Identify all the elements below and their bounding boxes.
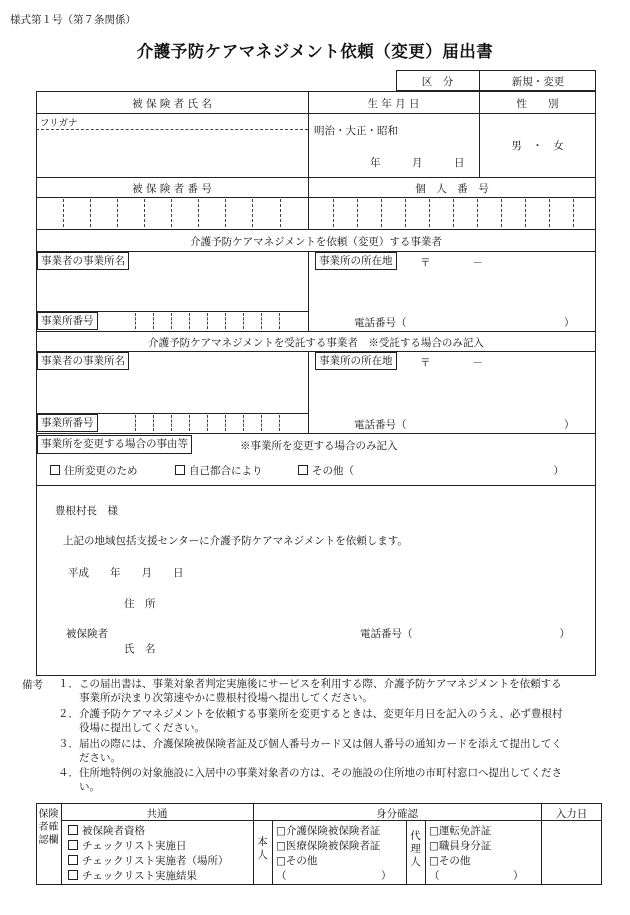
note-3: ３．届出の際には、介護保険被保険者証及び個人番号カード又は個人番号の通知カードを添えて提出してく ださい。 (58, 738, 562, 764)
kubun-label: 区 分 (421, 76, 454, 88)
reason-note: ※事業所を変更する場合のみ記入 (240, 440, 398, 452)
insured-no-header: 被 保 険 者 番 号 (132, 183, 212, 195)
request-phone[interactable]: 電話番号（ ） (360, 628, 570, 640)
sex-header: 性 別 (516, 98, 559, 110)
self-opt2[interactable]: □医療保険被保険者証 (276, 840, 381, 852)
sec2-title: 介護予防ケアマネジメントを受託する事業者 ※受託する場合のみ記入 (148, 337, 484, 349)
agent-opt2[interactable]: □職員身分証 (429, 840, 492, 852)
confirm-c2[interactable] (68, 838, 186, 853)
sec1-phone[interactable]: 電話番号（ ） (354, 317, 575, 329)
sex-options[interactable]: 男 ・ 女 (511, 140, 564, 152)
confirm-side-label: 保険者確認欄 (38, 809, 59, 846)
birth-header: 生 年 月 日 (367, 98, 420, 110)
checkbox-icon[interactable] (50, 465, 60, 475)
era-options[interactable]: 明治・大正・昭和 (314, 125, 398, 137)
addressee: 豊根村長 様 (55, 505, 118, 517)
confirm-c2-label: チェックリスト実施日 (82, 840, 187, 852)
furigana-label: フリガナ (40, 118, 78, 129)
agent-opt1[interactable]: □運転免許証 (429, 825, 492, 837)
address-label: 住 所 (124, 598, 156, 610)
insured-label: 被保険者 (66, 628, 108, 640)
sec1-office-addr-label: 事業所の所在地 (315, 252, 397, 270)
confirm-input-date-header: 入力日 (555, 808, 588, 820)
checkbox-icon[interactable] (68, 825, 78, 835)
checkbox-icon[interactable] (175, 465, 185, 475)
notes-label: 備考 (22, 679, 43, 691)
checkbox-icon[interactable] (298, 465, 308, 475)
reason-opt2[interactable] (175, 463, 263, 478)
sec1-postal[interactable]: 〒 － (420, 257, 483, 269)
kubun-value[interactable]: 新規・変更 (511, 76, 565, 88)
sec2-office-name-label: 事業者の事業所名 (37, 352, 129, 370)
sec1-office-no-label: 事業所番号 (37, 312, 98, 330)
reason-opt1-label: 住所変更のため (64, 465, 138, 477)
reason-label: 事業所を変更する場合の事由等 (37, 435, 192, 454)
request-body: 上記の地域包括支援センターに介護予防ケアマネジメントを依頼します。 (63, 535, 408, 547)
confirm-c1[interactable] (68, 823, 145, 838)
self-label: 本人 (257, 836, 268, 861)
agent-opt3[interactable]: □その他 (429, 855, 471, 867)
checkbox-icon[interactable] (68, 870, 78, 880)
confirm-c3-label: チェックリスト実施者（場所） (82, 855, 229, 867)
reason-opt1[interactable] (50, 463, 138, 478)
confirm-c4-label: チェックリスト実施結果 (82, 870, 197, 882)
reason-opt2-label: 自己都合により (189, 465, 263, 477)
self-opt3[interactable]: □その他 (276, 855, 318, 867)
confirm-c1-label: 被保険者資格 (82, 825, 145, 837)
sec1-title: 介護予防ケアマネジメントを依頼（変更）する事業者 (190, 236, 442, 248)
main-form (36, 91, 596, 676)
note-2: ２．介護予防ケアマネジメントを依頼する事業所を変更するときは、変更年月日を記入のうえ、必ず豊根村 役場に提出してください。 (58, 708, 563, 734)
request-date[interactable]: 平成 年 月 日 (68, 567, 184, 579)
reason-opt3[interactable] (298, 463, 564, 478)
confirm-c3[interactable] (68, 853, 228, 868)
sec1-office-name-label: 事業者の事業所名 (37, 252, 129, 270)
sec2-office-addr-label: 事業所の所在地 (315, 352, 397, 370)
checkbox-icon[interactable] (68, 855, 78, 865)
agent-other-field[interactable]: （ ） (429, 870, 524, 882)
self-opt1[interactable]: □介護保険被保険者証 (276, 825, 381, 837)
confirm-id-header: 身分確認 (376, 808, 418, 820)
name-label: 氏 名 (124, 643, 156, 655)
page-title: 介護予防ケアマネジメント依頼（変更）届出書 (136, 42, 494, 61)
name-header: 被 保 険 者 氏 名 (132, 98, 212, 110)
note-1: １．この届出書は、事業対象者判定実施後にサービスを利用する際、介護予防ケアマネジメントを依頼する 事業所が決まり次第速やかに豊根村役場へ提出してください。 (58, 678, 562, 704)
confirm-c4[interactable] (68, 868, 197, 883)
reason-opt3-label: その他（ ） (312, 465, 564, 477)
form-id: 様式第１号（第７条関係） (10, 14, 136, 26)
birth-ymd[interactable]: 年 月 日 (370, 157, 465, 169)
self-other-field[interactable]: （ ） (276, 870, 392, 882)
personal-no-header: 個 人 番 号 (415, 183, 489, 195)
sec2-office-no-label: 事業所番号 (37, 414, 98, 432)
sec2-postal[interactable]: 〒 － (420, 357, 483, 369)
checkbox-icon[interactable] (68, 840, 78, 850)
note-4: ４．住所地特例の対象施設に入居中の事業対象者の方は、その施設の住所地の市町村窓口へ提出してくださ い。 (58, 767, 562, 793)
confirm-common-header: 共通 (146, 808, 168, 820)
agent-label: 代理人 (410, 830, 421, 868)
sec2-phone[interactable]: 電話番号（ ） (354, 419, 575, 431)
